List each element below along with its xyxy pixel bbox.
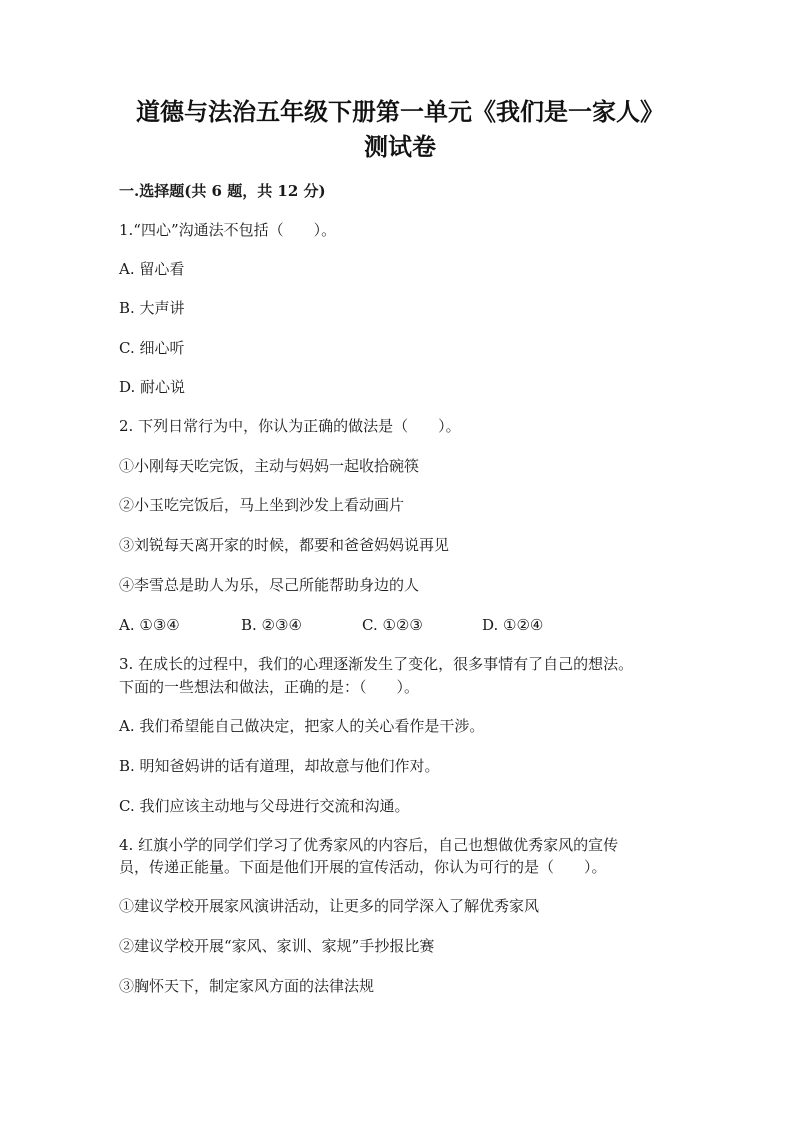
question-3-option-c: C. 我们应该主动地与父母进行交流和沟通。 [119, 797, 410, 815]
question-2-stem: 2. 下列日常行为中，你认为正确的做法是（ ）。 [119, 417, 461, 435]
question-2-statement-1: ①小刚每天吃完饭，主动与妈妈一起收拾碗筷 [119, 457, 420, 475]
question-2-statement-3: ③刘锐每天离开家的时候，都要和爸爸妈妈说再见 [119, 536, 450, 554]
question-1-option-b: B. 大声讲 [119, 299, 185, 317]
question-2-option-c: C. ①②③ [362, 616, 423, 634]
question-3-stem-line-2: 下面的一些想法和做法，正确的是：（ ）。 [119, 678, 420, 696]
question-1-stem: 1.“四心”沟通法不包括（ ）。 [119, 221, 337, 239]
question-4-stem-line-2: 员，传递正能量。下面是他们开展的宣传活动，你认为可行的是（ ）。 [119, 858, 607, 876]
question-3-stem-line-1: 3. 在成长的过程中，我们的心理逐渐发生了变化，很多事情有了自己的想法。 [119, 655, 634, 673]
question-2-option-b: B. ②③④ [241, 616, 302, 634]
section-heading: 一.选择题(共 6 题，共 12 分) [119, 182, 326, 200]
question-4-statement-2: ②建议学校开展“家风、家训、家规”手抄报比赛 [119, 937, 435, 955]
question-4-stem-line-1: 4. 红旗小学的同学们学习了优秀家风的内容后，自己也想做优秀家风的宣传 [119, 836, 619, 854]
question-1-option-d: D. 耐心说 [119, 378, 186, 396]
question-3-option-b: B. 明知爸妈讲的话有道理，却故意与他们作对。 [119, 757, 440, 775]
question-2-option-d: D. ①②④ [482, 616, 544, 634]
question-1-option-a: A. 留心看 [119, 260, 185, 278]
page-title: 道德与法治五年级下册第一单元《我们是一家人》 [136, 97, 664, 126]
question-1-option-c: C. 细心听 [119, 339, 185, 357]
question-4-statement-3: ③胸怀天下，制定家风方面的法律法规 [119, 977, 375, 995]
question-2-statement-2: ②小玉吃完饭后，马上坐到沙发上看动画片 [119, 496, 405, 514]
question-2-option-a: A. ①③④ [119, 616, 180, 634]
page-subtitle: 测试卷 [364, 132, 436, 161]
question-2-statement-4: ④李雪总是助人为乐，尽己所能帮助身边的人 [119, 576, 420, 594]
question-4-statement-1: ①建议学校开展家风演讲活动，让更多的同学深入了解优秀家风 [119, 897, 540, 915]
question-3-option-a: A. 我们希望能自己做决定，把家人的关心看作是干涉。 [119, 717, 485, 735]
